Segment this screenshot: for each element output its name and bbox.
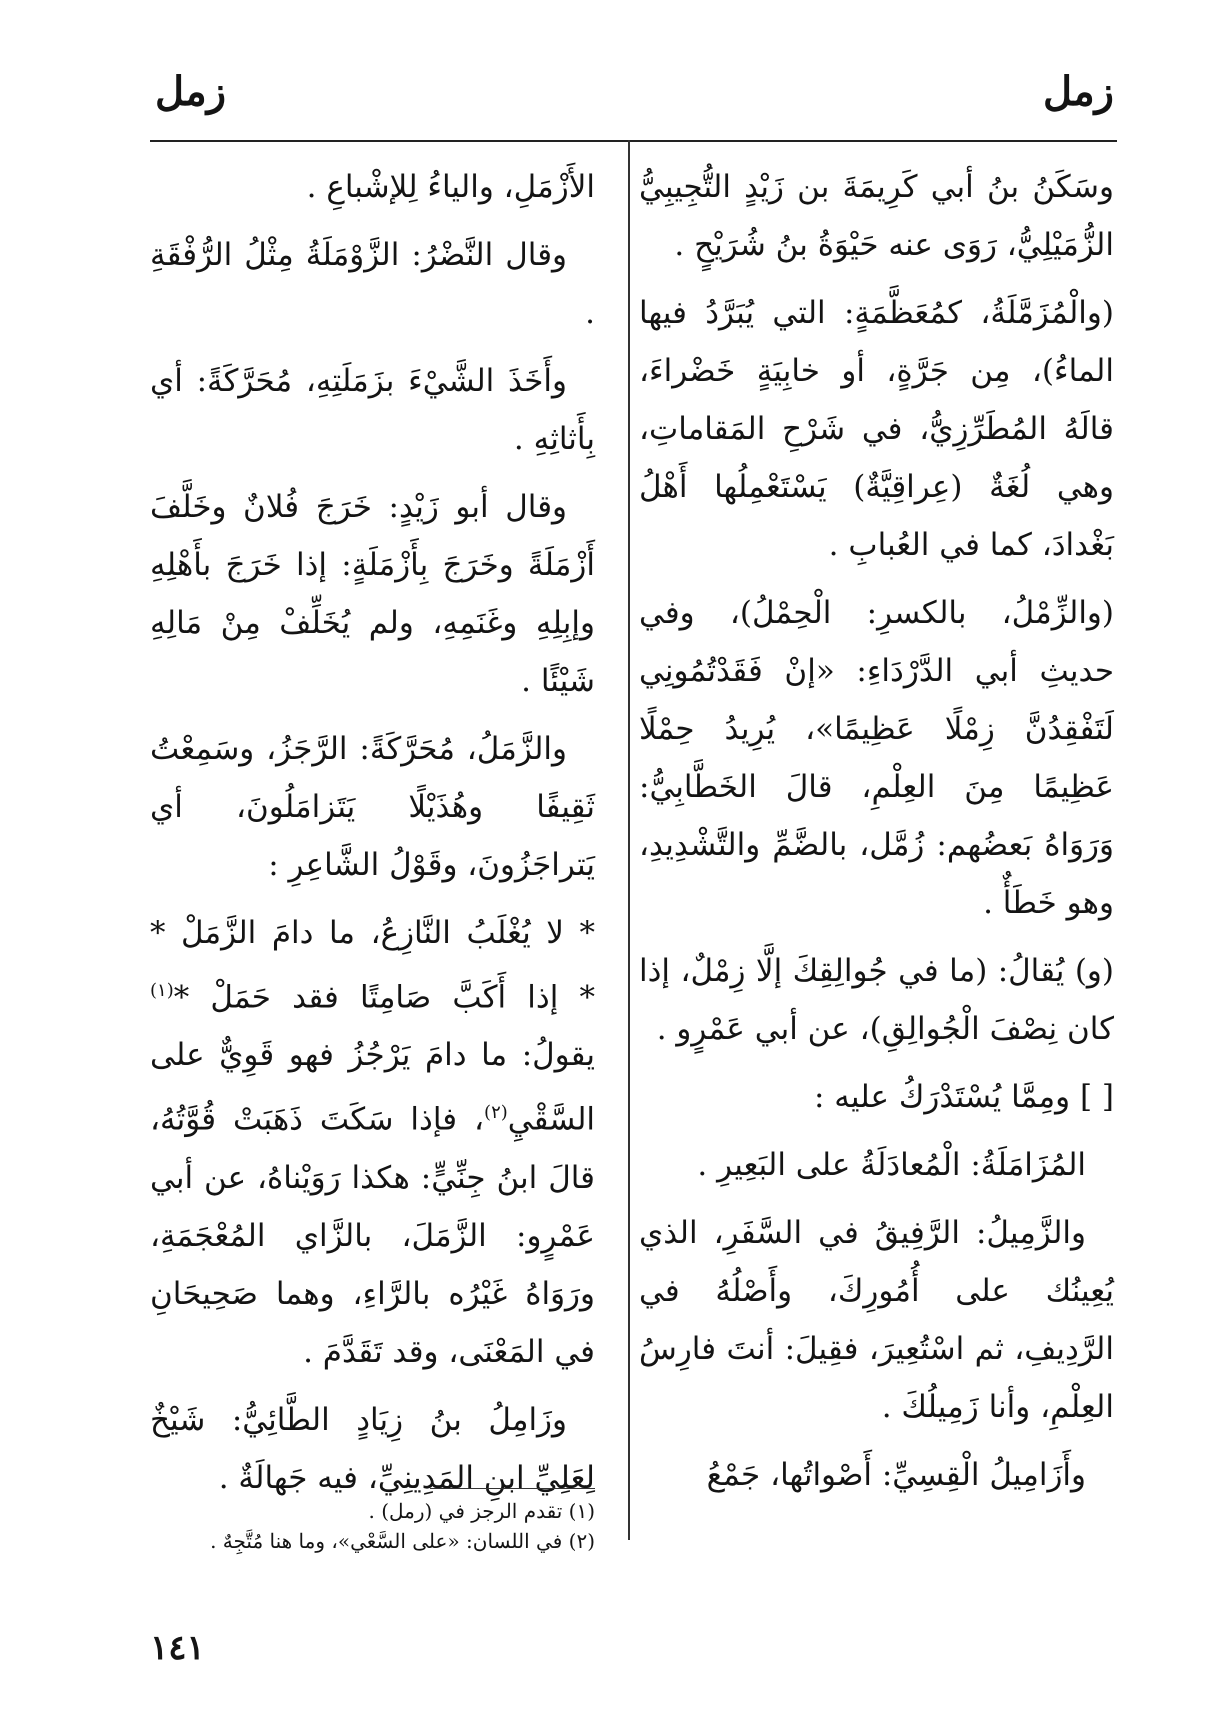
paragraph [150,1026,595,1380]
paragraph: (والزِّمْلُ، بالكسرِ: الْحِمْلُ)، وفي حديثِ أبي الدَّرْدَاءِ: «إنْ فَقَدْتُمُونِي لَتَفْقِدُنَّ زِمْلًا عَظِيمًا»، يُرِيدُ حِمْلًا عَظِيمًا مِنَ العِلْمِ، قالَ الخَطَّابِيُّ: وَرَوَاهُ بَعضُهم: زُمَّل، بالضَّمِّ والتَّشْدِيدِ، وهو خَطَأٌ . [639,595,1114,921]
verse-line [150,962,595,1026]
paragraph: [ ] ومِمَّا يُسْتَدْرَكُ عليه : [813,1079,1114,1115]
verse-text: * إذا أَكَبَّ صَامِتًا فقد حَمَلْ * [173,979,595,1016]
footnotes [150,1496,595,1556]
page-number: ١٤١ [150,1628,205,1668]
paragraph: المُزَامَلَةُ: الْمُعادَلَةُ على البَعِيرِ . [697,1147,1086,1183]
column-divider [628,140,630,1540]
verse-text: * لا يُغْلَبُ النَّازِعُ، ما دامَ الزَّمَلْ * [150,915,595,951]
left-column [150,158,595,1517]
paragraph: وسَكَنُ بنُ أبي كَرِيمَةَ بن زَيْدٍ التُّجِيبِيُّ الزُّمَيْلِيُّ، رَوَى عنه حَيْوَةُ بنُ شُرَيْحٍ . [639,169,1114,263]
header-rule [150,140,1117,142]
paragraph: (و) يُقالُ: (ما في جُوالِقِكَ إلَّا زِمْلٌ، إذا كان نِصْفَ الْجُوالِقِ)، عن أبي عَمْرٍو . [639,953,1114,1047]
paragraph-text: يقولُ: ما دامَ يَرْجُزُ فهو قَوِيٌّ على السَّقْيِ [150,1037,595,1138]
paragraph-text: ، فإذا سَكَتَ ذَهَبَتْ قُوَّتُهُ، قالَ ابنُ جِنِّيٍّ: هكذا رَوَيْناهُ، عن أبي عَمْرٍو: الزَّمَلَ، بالزَّاي المُعْجَمَةِ، ورَوَاهُ غَيْرُه بالرَّاءِ، وهما صَحِيحَانِ في المَعْنَى، وقد تَقَدَّمَ . [150,1101,595,1370]
paragraph: وأَزَامِيلُ الْقِسِيِّ: أَصْواتُها، جَمْعُ [706,1457,1086,1493]
paragraph: والزَّمِيلُ: الرَّفِيقُ في السَّفَرِ، الذي يُعِينُك على أُمُورِكَ، وأَصْلُهُ في الرَّدِيفِ، ثم اسْتُعِيرَ، فقِيلَ: أنتَ فارِسُ العِلْمِ، وأنا زَمِيلُكَ . [639,1215,1114,1425]
footnote: (١) تقدم الرجز في (رمل) . [368,1499,595,1523]
verse-line [150,904,595,962]
paragraph: الأَزْمَلِ، والياءُ لِلإشْباعِ . [306,169,595,205]
paragraph: وقال النَّضْرُ: الزَّوْمَلَةُ مِثْلُ الرُّفْقَةِ . [150,237,595,331]
paragraph: وأَخَذَ الشَّيْءَ بزَمَلَتِهِ، مُحَرَّكَةً: أي بِأَثاثِهِ . [150,363,595,457]
header-word-left: زمل [155,68,227,115]
paragraph: وزَامِلُ بنُ زِيَادٍ الطَّائِيُّ: شَيْخٌ لِعَلِيِّ ابنِ المَدِينِيِّ، فيه جَهالَةٌ . [150,1401,595,1496]
right-column [639,158,1114,1514]
footnote: (٢) في اللسان: «على السَّعْي»، وما هنا مُتَّجِهٌ . [210,1529,595,1553]
paragraph: وقال أبو زَيْدٍ: خَرَجَ فُلانٌ وخَلَّفَ أَزْمَلَةً وخَرَجَ بِأَزْمَلَةٍ: إذا خَرَجَ بأَهْلِهِ وإبِلِهِ وغَنَمِهِ، ولم يُخَلِّفْ مِنْ مَالِهِ شَيْئًا . [150,489,595,699]
header-word-right: زمل [1042,68,1114,115]
footnote-marker: (٢) [484,1102,508,1124]
paragraph: (والْمُزَمَّلَةُ، كمُعَظَّمَةٍ: التي يُبَرَّدُ فيها الماءُ)، مِن جَرَّةٍ، أو خابِيَةٍ خَضْراءَ، قالَهُ المُطَرِّزِيُّ، في شَرْحِ المَقاماتِ، وهي لُغَةٌ (عِراقِيَّةٌ) يَسْتَعْمِلُها أَهْلُ بَغْدادَ، كما في العُبابِ . [639,295,1114,563]
footnote-rule [430,1488,595,1489]
footnote-marker: (١) [150,980,174,1001]
paragraph: والزَّمَلُ، مُحَرَّكَةً: الرَّجَزُ، وسَمِعْتُ ثَقِيفًا وهُذَيْلًا يَتَزامَلُونَ، أي يَتراجَزُونَ، وقَوْلُ الشَّاعِرِ : [150,731,595,883]
